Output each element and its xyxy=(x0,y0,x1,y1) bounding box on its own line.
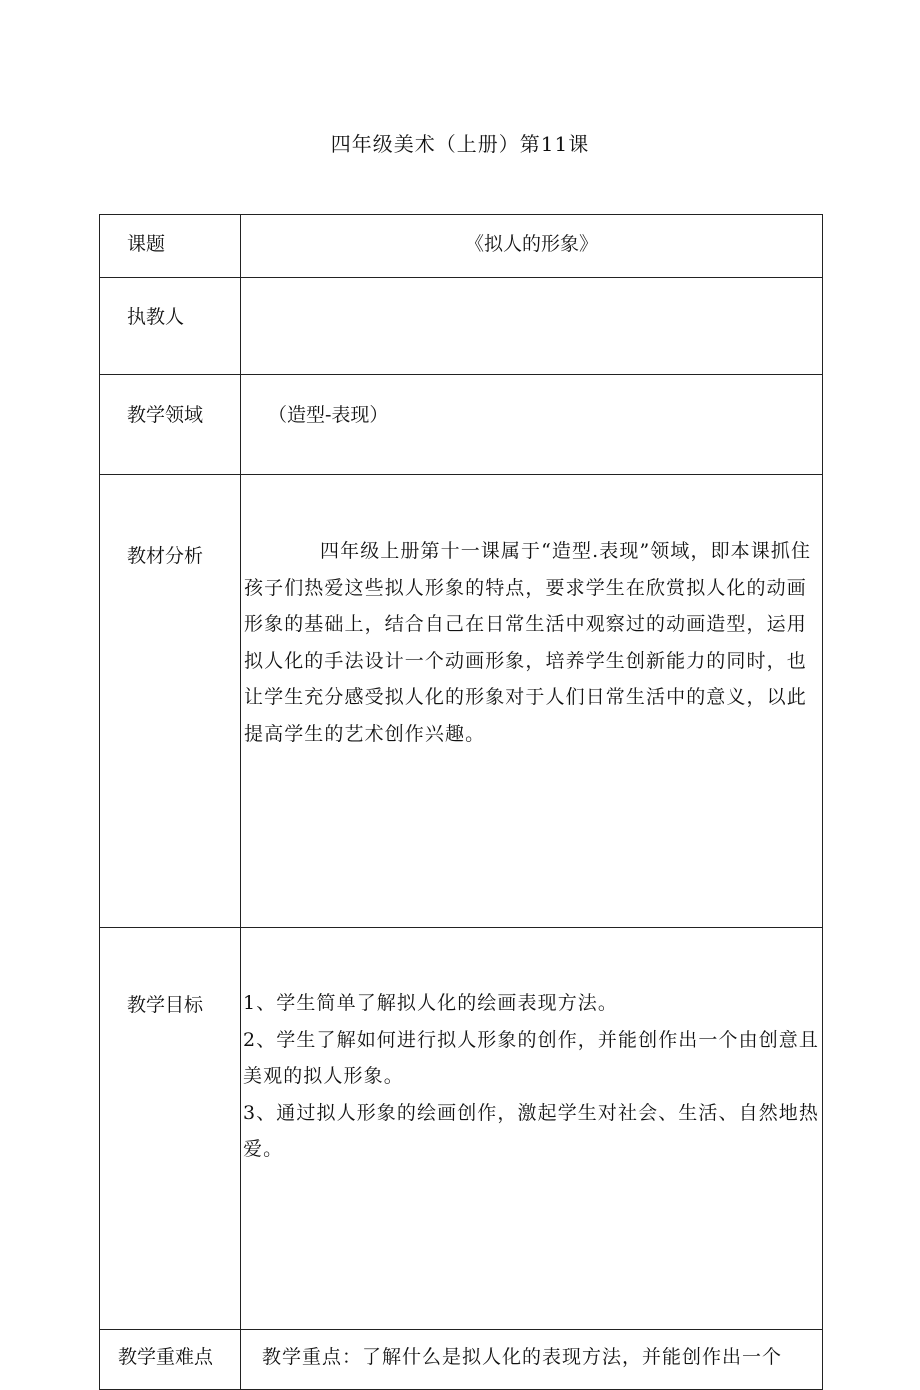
value-teacher xyxy=(241,278,823,375)
row-goals xyxy=(100,928,823,1330)
label-teacher: 执教人 xyxy=(100,278,241,375)
row-key-points xyxy=(100,1330,823,1390)
label-lesson-title: 课题 xyxy=(100,215,241,278)
value-lesson-title: 《拟人的形象》 xyxy=(241,215,823,278)
row-lesson-title xyxy=(100,215,823,278)
goal-item-2: 2、学生了解如何进行拟人形象的创作，并能创作出一个由创意且美观的拟人形象。 xyxy=(243,1028,819,1087)
label-analysis: 教材分析 xyxy=(100,475,241,928)
goal-item-1: 1、学生简单了解拟人化的绘画表现方法。 xyxy=(243,992,618,1014)
value-domain: （造型-表现） xyxy=(241,375,823,475)
label-goals: 教学目标 xyxy=(100,928,241,1330)
value-key-points: 教学重点：了解什么是拟人化的表现方法，并能创作出一个 xyxy=(241,1330,823,1390)
row-teacher xyxy=(100,278,823,375)
row-domain xyxy=(100,375,823,475)
page-title: 四年级美术（上册）第11课 xyxy=(330,132,590,156)
goal-item-3: 3、通过拟人形象的绘画创作，激起学生对社会、生活、自然地热爱。 xyxy=(243,1101,819,1160)
row-analysis xyxy=(100,475,823,928)
lesson-plan-table xyxy=(99,214,823,1390)
label-domain: 教学领域 xyxy=(100,375,241,475)
label-key-points: 教学重难点 xyxy=(100,1330,241,1390)
value-analysis: 四年级上册第十一课属于“造型.表现”领域，即本课抓住孩子们热爱这些拟人形象的特点，要求学生在欣赏拟人化的动画形象的基础上，结合自己在日常生活中观察过的动画造型，运用拟人化的手法设计一个动画形象，培养学生创新能力的同时，也让学生充分感受拟人化的形象对于人们日常生活中的意义，以此提高学生的艺术创作兴趣。 xyxy=(241,475,823,928)
value-goals xyxy=(241,928,823,1330)
